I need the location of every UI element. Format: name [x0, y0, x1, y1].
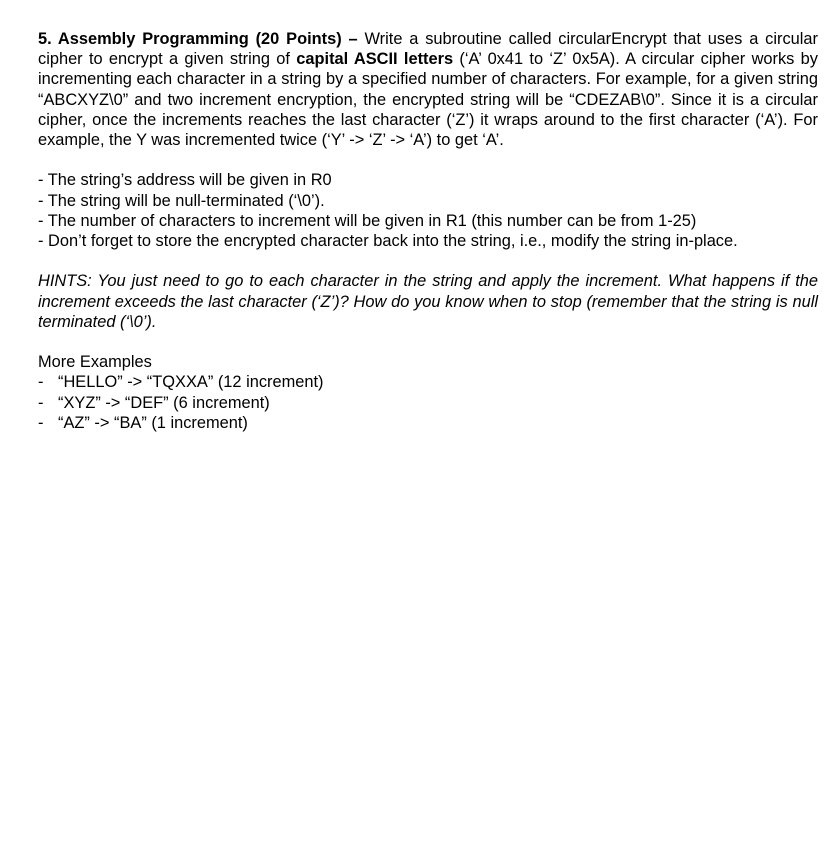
example-dash: - [38, 413, 44, 432]
question-heading: 5. Assembly Programming (20 Points) – [38, 30, 358, 48]
example-item [38, 372, 818, 392]
requirement-item: - The number of characters to increment will be given in R1 (this number can be from 1-25) [38, 211, 697, 230]
examples-list [38, 372, 818, 433]
question-intro-part2: (‘A’ 0x41 to ‘Z’ 0x5A). A circular cipher works by incrementing each character in a string by a specified number of characters. For example, for a given string “ABCXYZ\0” and two increment encryption, the encrypted string will be “CDEZAB\0”. Since it is a circular cipher, once the increments reaches the last character (‘Z’) it wraps around to the first character (‘A’). For example, the Y was incremented twice (‘Y’ -> ‘Z’ -> ‘A’) to get ‘A’. [38, 50, 818, 150]
spacer [38, 150, 818, 170]
requirements-list [38, 170, 818, 251]
hints-paragraph: HINTS: You just need to go to each character in the string and apply the increment. What happens if the increment exceeds the last character (‘Z’)? How do you know when to stop (remember that the string is null terminated (‘\0’). [38, 272, 818, 331]
example-dash: - [38, 393, 44, 412]
more-examples-title: More Examples [38, 353, 152, 372]
example-item [38, 413, 818, 433]
question-intro-bold: capital ASCII letters [296, 50, 454, 69]
spacer [38, 332, 818, 352]
example-item [38, 393, 818, 413]
example-text: “HELLO” -> “TQXXA” (12 increment) [58, 373, 324, 392]
example-dash: - [38, 373, 44, 392]
question-paragraph [38, 29, 818, 150]
spacer [38, 251, 818, 271]
requirement-item: - The string will be null-terminated (‘\0’). [38, 191, 325, 210]
assignment-page [38, 29, 818, 433]
requirement-item: - Don’t forget to store the encrypted character back into the string, i.e., modify the string in-place. [38, 232, 738, 251]
requirement-item: - The string’s address will be given in R0 [38, 171, 332, 190]
question-intro-part1: Write a subroutine called circularEncrypt that uses a circular cipher to encrypt a given string of [38, 30, 818, 69]
example-text: “AZ” -> “BA” (1 increment) [58, 413, 248, 432]
example-text: “XYZ” -> “DEF” (6 increment) [58, 393, 270, 412]
